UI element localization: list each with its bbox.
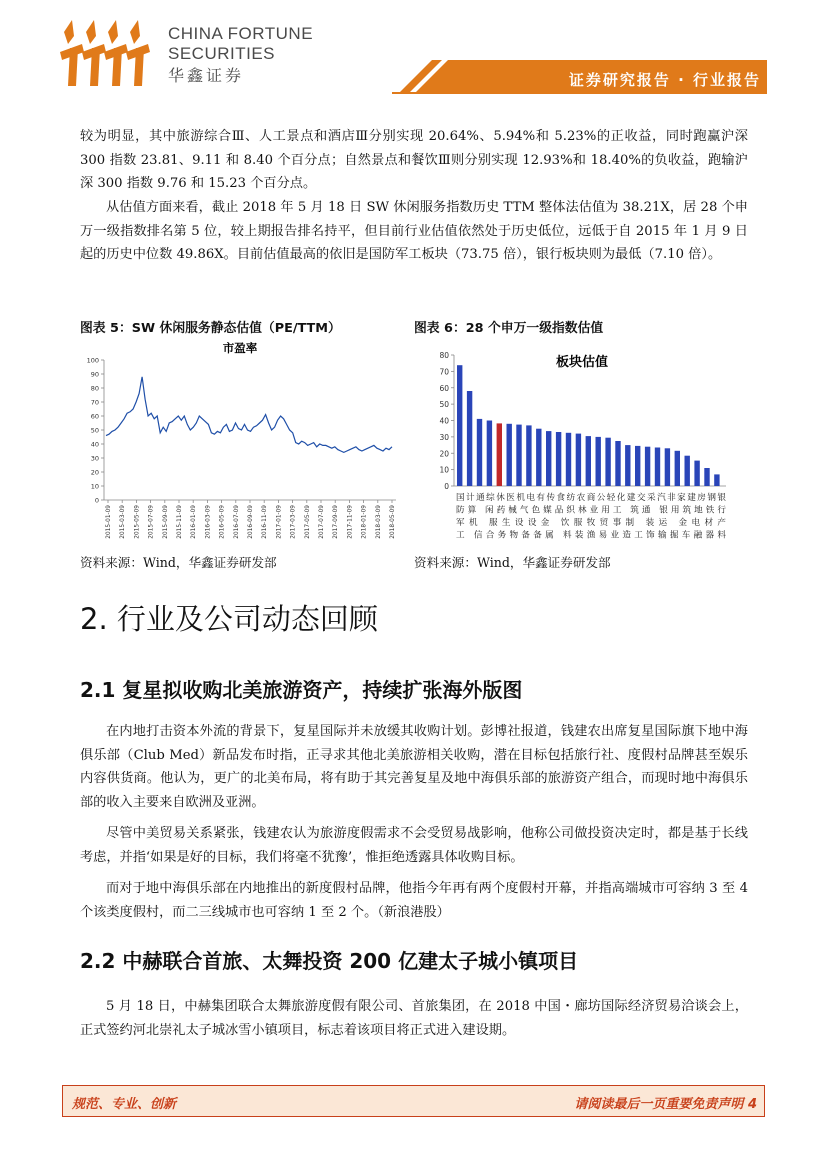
chart6-y-tick-label: 60 — [439, 383, 449, 393]
chart6-bar — [576, 434, 581, 486]
chart6-y-tick-label: 0 — [444, 482, 449, 491]
chart6-bar — [556, 432, 561, 486]
chart5-x-tick-label: 2018-01-09 — [361, 505, 368, 539]
chart6-x-label-row: 防算 闲药械气色媒品织林业用工 筑通 银用筑地铁行 — [456, 505, 726, 516]
chart6-bar — [457, 365, 462, 486]
chart5-x-tick-label: 2015-05-09 — [134, 505, 141, 539]
figure6-caption: 图表 6：28 个申万一级指数估值 — [414, 321, 604, 336]
chart6-x-label-row: 工 信合务物备备属 料装渔易业造工饰输掘车融器料 — [456, 530, 726, 541]
chart5-title: 市盈率 — [222, 341, 258, 355]
chart6-bar — [467, 391, 472, 486]
chart5-x-tick-label: 2016-07-09 — [233, 505, 240, 539]
chart5-x-tick-label: 2015-01-09 — [106, 505, 112, 539]
brand-name-en-line1: CHINA FORTUNE — [168, 24, 314, 43]
chart6-bar — [655, 448, 660, 487]
chart6-x-label-row: 军机 服生设设金 饮服牧贸事制 装运 金电材产 — [456, 518, 726, 528]
chart6-bar — [487, 421, 492, 487]
section-2-2-heading: 2.2 中赫联合首旅、太舞投资 200 亿建太子城小镇项目 — [80, 949, 579, 973]
chart6-bar — [596, 437, 601, 486]
company-logo — [58, 18, 156, 88]
chart5-x-tick-label: 2017-09-09 — [333, 505, 340, 539]
chart5-y-tick-label: 20 — [90, 468, 99, 477]
chart5-x-tick-label: 2017-11-09 — [347, 505, 354, 539]
chart6-bar — [615, 441, 620, 486]
chart6-bar — [675, 451, 680, 486]
chart6-bar — [605, 438, 610, 486]
intro-paragraph-1: 较为明显，其中旅游综合Ⅲ、人工景点和酒店Ⅲ分别实现 20.64%、5.94%和 5.23%的正收益，同时跑赢沪深 300 指数 23.81、9.11 和 8.40 个百分点；自然景点和餐饮Ⅲ则分别实现 12.93%和 18.40%的负收益，跑输沪深 300 指数 9.76 和 15.23 个百分点。 — [80, 129, 748, 191]
chart5-y-tick-label: 0 — [94, 496, 99, 505]
chart6-y-tick-label: 30 — [439, 432, 449, 442]
footer-motto: 规范、专业、创新 — [72, 1097, 177, 1112]
chart6-bar — [566, 433, 571, 486]
chart5-x-tick-label: 2015-03-09 — [120, 505, 127, 539]
chart6-bar — [665, 448, 670, 486]
chart5-x-tick-label: 2018-03-09 — [375, 505, 382, 539]
section-2-1-paragraph-2: 尽管中美贸易关系紧张，钱建农认为旅游度假需求不会受贸易战影响，他称公司做投资决定时，都是基于长线考虑，并指‘如果是好的目标，我们将毫不犹豫’，惟拒绝透露具体收购目标。 — [80, 826, 748, 865]
figure5-line-chart — [80, 338, 405, 546]
chart6-y-tick-label: 70 — [439, 367, 449, 377]
chart5-y-tick-label: 30 — [90, 454, 99, 463]
chart6-title: 板块估值 — [555, 355, 609, 370]
chart5-y-tick-label: 100 — [86, 356, 99, 365]
chart5-series-line — [106, 377, 392, 453]
brand-name-en-line2: SECURITIES — [168, 44, 276, 63]
figure5-caption: 图表 5：SW 休闲服务静态估值（PE/TTM） — [80, 321, 341, 336]
figure6-bar-chart — [414, 338, 750, 546]
chart6-bar — [507, 424, 512, 486]
chart6-bar — [685, 456, 690, 486]
section-2-1-paragraph-1: 在内地打击资本外流的背景下，复星国际并未放缓其收购计划。彭博社报道，钱建农出席复星国际旗下地中海俱乐部（Club Med）新品发布时指，正寻求其他北美旅游相关收购，潜在目标包括旅行社、度假村品牌甚至娱乐内容供货商。他认为，更广的北美布局，将有助于其完善复星及地中海俱乐部的旅游资产组合，而现时地中海俱乐部的收入主要来自欧洲及亚洲。 — [80, 724, 748, 810]
section-2-1-paragraph-3: 而对于地中海俱乐部在内地推出的新度假村品牌，他指今年再有两个度假村开幕，并指高端城市可容纳 3 至 4 个该类度假村，而二三线城市也可容纳 1 至 2 个。（新浪港股） — [80, 881, 748, 920]
chart5-y-tick-label: 60 — [90, 412, 99, 421]
chart6-bar — [704, 468, 709, 486]
section-2-2-paragraph-1: 5 月 18 日，中赫集团联合太舞旅游度假有限公司、首旅集团，在 2018 中国・廊坊国际经济贸易洽谈会上，正式签约河北崇礼太子城冰雪小镇项目，标志着该项目将正式进入建设期。 — [80, 999, 748, 1038]
chart6-y-tick-label: 10 — [439, 465, 449, 475]
chart6-bar — [536, 429, 541, 486]
chart6-bar — [497, 423, 502, 486]
chart6-bar — [477, 419, 482, 486]
brand-name-cn: 华鑫证券 — [168, 66, 245, 85]
chart5-x-tick-label: 2018-05-09 — [390, 505, 396, 539]
chart5-x-tick-label: 2015-07-09 — [148, 505, 155, 539]
chart6-bar — [694, 461, 699, 486]
chart5-y-tick-label: 70 — [90, 398, 99, 407]
chart5-x-tick-label: 2016-05-09 — [219, 505, 226, 539]
chart6-bar — [645, 447, 650, 486]
section-2-1-heading: 2.1 复星拟收购北美旅游资产，持续扩张海外版图 — [80, 678, 523, 702]
section-2-heading: 2. 行业及公司动态回顾 — [80, 602, 378, 636]
chart6-bar — [516, 425, 521, 486]
chart5-y-tick-label: 90 — [90, 370, 99, 379]
report-type-label: 证券研究报告 · 行业报告 — [568, 71, 761, 89]
chart5-x-tick-label: 2017-05-09 — [304, 505, 311, 539]
chart5-x-tick-label: 2017-07-09 — [319, 505, 325, 539]
chart6-bar — [586, 436, 591, 486]
chart5-x-tick-label: 2016-01-09 — [191, 505, 198, 539]
chart5-y-tick-label: 10 — [90, 482, 99, 491]
chart5-x-tick-label: 2016-03-09 — [205, 505, 212, 539]
chart6-bar — [714, 474, 719, 486]
chart6-y-tick-label: 80 — [439, 351, 449, 360]
chart5-y-tick-label: 50 — [90, 426, 99, 435]
chart6-bar — [625, 445, 630, 486]
chart6-x-label-row: 国计通综休医机电有传食纺农商公轻化建交采汽非家建房钢银 — [456, 493, 726, 503]
chart6-bar — [546, 431, 551, 486]
chart6-y-tick-label: 20 — [439, 449, 449, 459]
chart5-x-tick-label: 2016-09-09 — [248, 505, 254, 539]
chart5-x-tick-label: 2017-01-09 — [276, 505, 283, 539]
chart5-x-tick-label: 2015-09-09 — [162, 505, 169, 539]
chart5-y-tick-label: 80 — [90, 384, 99, 393]
chart6-y-tick-label: 40 — [439, 416, 449, 426]
chart5-y-tick-label: 40 — [90, 440, 99, 449]
intro-paragraph-2: 从估值方面来看，截止 2018 年 5 月 18 日 SW 休闲服务指数历史 TTM 整体法估值为 38.21X，居 28 个申万一级指数排名第 5 位，较上期报告排名持平，但目前行业估值依然处于历史低位，远低于自 2015 年 1 月 9 日起的历史中位数 49.86X。目前估值最高的依旧是国防军工板块（73.75 倍），银行板块则为最低（7.10 倍）。 — [80, 200, 748, 262]
chart5-x-tick-label: 2016-11-09 — [262, 505, 269, 539]
figure5-source: 资料来源：Wind，华鑫证券研发部 — [80, 555, 277, 570]
chart5-x-tick-label: 2017-03-09 — [290, 505, 297, 539]
footer-disclaimer-notice: 请阅读最后一页重要免责声明 4 — [574, 1097, 757, 1112]
chart5-x-tick-label: 2015-11-09 — [177, 505, 183, 539]
chart6-bar — [635, 446, 640, 486]
chart6-bar — [526, 425, 531, 486]
chart6-y-tick-label: 50 — [439, 400, 449, 410]
figure6-source: 资料来源：Wind，华鑫证券研发部 — [414, 555, 611, 570]
